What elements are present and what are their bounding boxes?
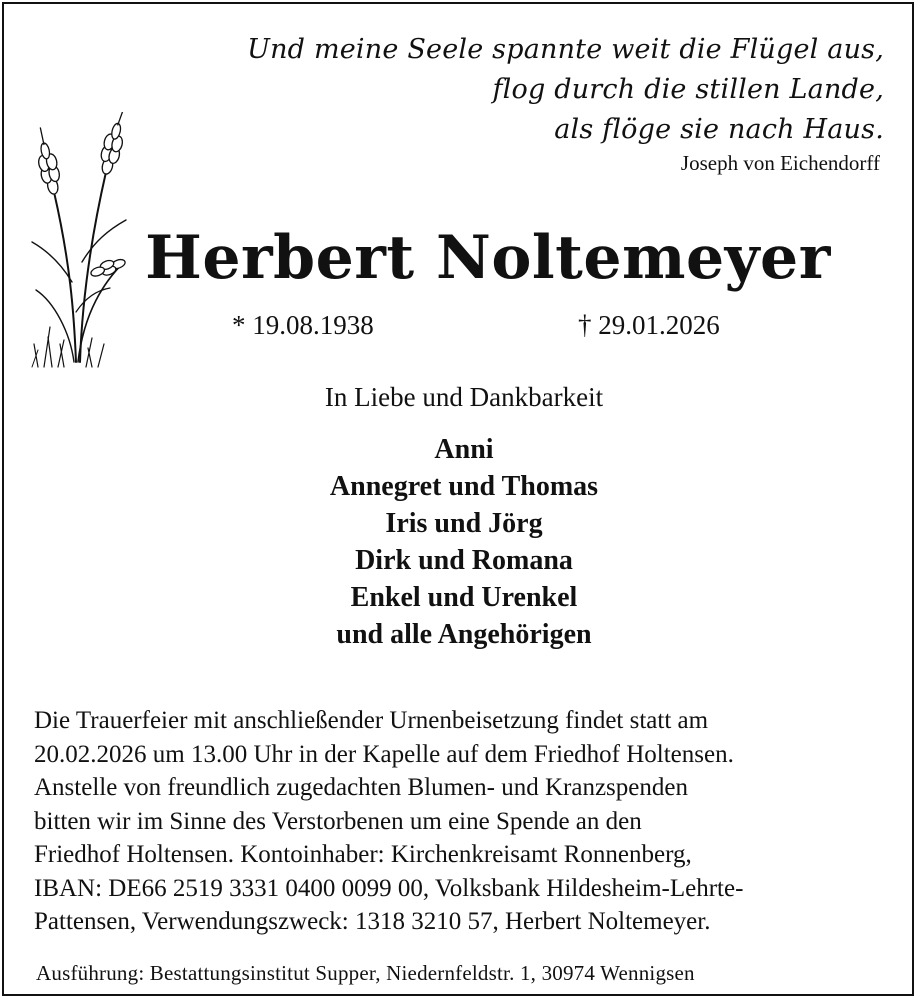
mourners-list (4, 431, 914, 653)
poem-quote (247, 30, 884, 150)
quote-line: als flöge sie nach Haus. (554, 114, 884, 145)
notice-line: Anstelle von freundlich zugedachten Blumen- und Kranzspenden (34, 774, 688, 801)
notice-line: 20.02.2026 um 13.00 Uhr in der Kapelle auf dem Friedhof Holtensen. (34, 740, 734, 768)
mourner-name: Enkel und Urenkel (350, 582, 578, 613)
mourner-name: Dirk und Romana (355, 545, 573, 576)
notice-line: IBAN: DE66 2519 3331 0400 0099 00, Volksbank Hildesheim-Lehrte- (34, 874, 744, 902)
birth-date: * 19.08.1938 (232, 310, 374, 340)
mourner-name: Anni (434, 434, 494, 465)
deceased-name: Herbert Noltemeyer (145, 223, 831, 293)
mourner-name: Annegret und Thomas (329, 471, 599, 502)
funeral-notice (34, 704, 904, 939)
quote-author: Joseph von Eichendorff (680, 151, 880, 175)
death-date: † 29.01.2026 (578, 310, 720, 340)
dedication: In Liebe und Dankbarkeit (324, 382, 604, 412)
notice-line: Pattensen, Verwendungszweck: 1318 3210 57, Herbert Noltemeyer. (34, 908, 711, 935)
quote-line: Und meine Seele spannte weit die Flügel aus, (247, 34, 884, 65)
quote-line: flog durch die stillen Lande, (492, 74, 884, 105)
funeral-home-footer: Ausführung: Bestattungsinstitut Supper, Niedernfeldstr. 1, 30974 Wennigsen (36, 961, 695, 985)
notice-line: Die Trauerfeier mit anschließender Urnenbeisetzung findet statt am (34, 707, 709, 734)
notice-line: bitten wir im Sinne des Verstorbenen um eine Spende an den (34, 807, 642, 835)
mourner-name: Iris und Jörg (385, 508, 543, 539)
obituary-frame (2, 2, 914, 996)
mourner-name: und alle Angehörigen (336, 619, 592, 650)
notice-line: Friedhof Holtensen. Kontoinhaber: Kirchenkreisamt Ronnenberg, (34, 841, 692, 868)
